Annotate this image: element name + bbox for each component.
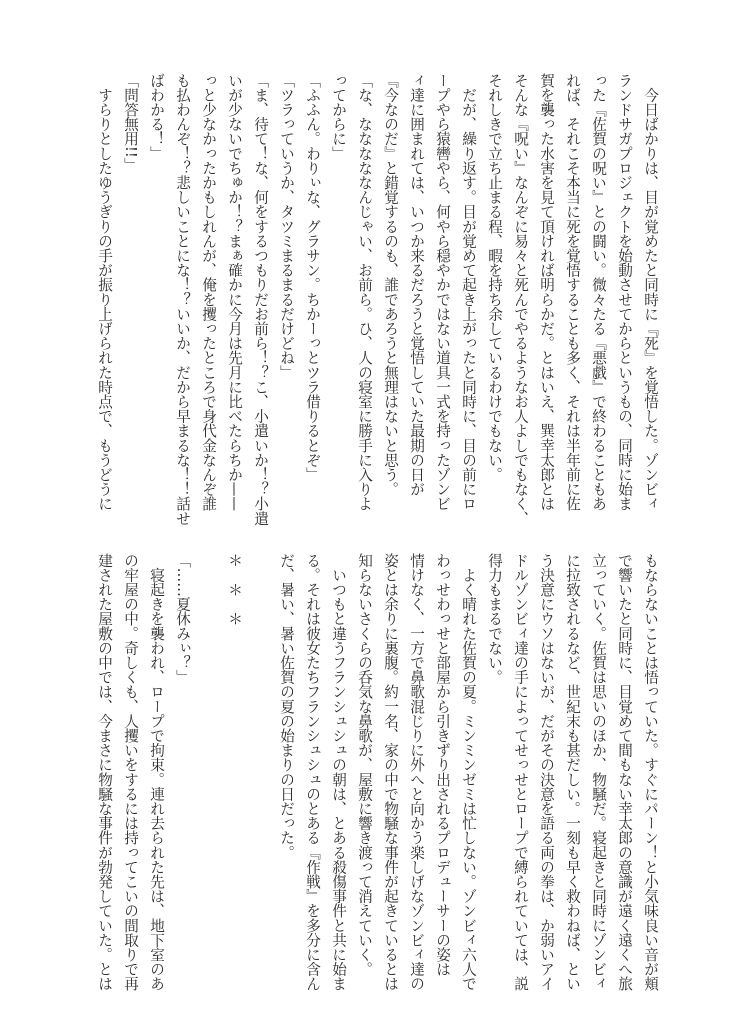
text-column: も払わんぞ！？悲しいことにな！？いいか、だから早まるな！！話せ bbox=[174, 73, 191, 526]
text-column: 寝起きを襲われ、ロープで拘束。連れ去られた先は、地下室のあ bbox=[148, 553, 165, 991]
text-column: に拉致されるなど、世紀末も甚だしい。一刻も早く救わねば、とい bbox=[564, 553, 581, 991]
text-column: ばわかる！」 bbox=[148, 73, 165, 161]
text-column: ってからに」 bbox=[330, 73, 347, 161]
text-column bbox=[195, 553, 221, 998]
text-column: 情けなく、一方で鼻歌混じりに外へと向かう楽しげなゾンビィ達の bbox=[408, 553, 425, 991]
text-column: 得力もまるでない。 bbox=[486, 553, 503, 685]
text-column: わっせわっせと部屋から引きずり出されるプロデューサーの姿は bbox=[434, 553, 451, 977]
text-column: よく晴れた佐賀の夏。ミンミンゼミは忙しない。ゾンビィ六人で bbox=[460, 553, 477, 991]
text-column: だ、暑い、暑い佐賀の夏の始まりの日だった。 bbox=[278, 553, 295, 860]
text-column: だが、繰り返す。目が覚めて起き上がったと同時に、目の前にロ bbox=[460, 73, 477, 511]
text-column: ィ達に囲まれては、いつか来るだろうと覚悟していた最期の日が bbox=[408, 73, 425, 497]
text-column: っと少なかったかもしれんが、俺を攫ったところで身代金なんぞ誰 bbox=[200, 73, 217, 511]
text-column: の牢屋の中。奇しくも、人攫いをするには持ってこいの間取りで再 bbox=[122, 553, 139, 991]
text-block-bottom bbox=[91, 553, 663, 998]
text-column: ープやら猿轡やら、何やら穏やかではない道具一式を持ったゾンビ bbox=[434, 73, 451, 511]
text-column: 建された屋敷の中では、今まさに物騒な事件が勃発していた。とは bbox=[96, 553, 113, 991]
text-column: ドルゾンビィ達の手によってせっせとロープで縛られていては、説 bbox=[512, 553, 529, 991]
text-column: 今日ばかりは、目が覚めたと同時に『死』を覚悟した。ゾンビィ bbox=[642, 73, 659, 511]
text-column bbox=[247, 553, 273, 998]
text-column: ランドサガプロジェクトを始動させてからというもの、同時に始ま bbox=[616, 73, 633, 511]
text-column: 「ふふん。わりぃな、グラサン。ちかーっとツラ借りるとぞ」 bbox=[304, 73, 321, 482]
text-column: った『佐賀の呪い』との闘い。微々たる『悪戯』で終わることもあ bbox=[590, 73, 607, 511]
text-column: 「ま、待て！な、何をするつもりだお前ら！？こ、小遣いか！？小遣 bbox=[252, 73, 269, 526]
text-column: れば、それこそ本当に死を覚悟することも多く、それは半年前に佐 bbox=[564, 73, 581, 511]
text-column: そんな『呪い』なんぞに易々と死んでやるようなお人よしでもなく、 bbox=[512, 73, 529, 526]
text-column: すらりとしたゆうぎりの手が振り上げられた時点で、もうどうに bbox=[96, 73, 113, 511]
text-column: 姿とは余りに裏腹。約一名、家の中で物騒な事件が起きているとは bbox=[382, 553, 399, 991]
text-column: 「な、なななななんじゃい、お前ら。ひ、人の寝室に勝手に入りよ bbox=[356, 73, 373, 511]
text-column: いつもと違うフランシュシュの朝は、とある殺傷事件と共に始ま bbox=[330, 553, 347, 991]
text-block-top bbox=[91, 73, 663, 526]
text-column: ＊ ＊ ＊ bbox=[226, 553, 243, 626]
text-column: 「問答無用!!」 bbox=[122, 73, 139, 173]
text-column: 賀を襲った水害を見て頂ければ明らかだ。とはいえ、巽幸太郎とは bbox=[538, 73, 555, 511]
text-column: る。それは彼女たちフランシュシュのとある『作戦』を多分に含ん bbox=[304, 553, 321, 991]
text-column: いが少ないでちゅか！？まぁ確かに今月は先月に比べたらちか—— bbox=[226, 73, 243, 511]
text-column: 「ツラっていうか、タツミまるまるだけどね」 bbox=[278, 73, 295, 380]
text-column: もならないことは悟っていた。すぐにパーン！と小気味良い音が頬 bbox=[642, 553, 659, 991]
text-column: 知らないさくらの呑気な鼻歌が、屋敷に響き渡って消えていく。 bbox=[356, 553, 373, 977]
text-column: で響いたと同時に、目覚めて間もない幸太郎の意識が遠く遠くへ旅 bbox=[616, 553, 633, 991]
text-column: 立っていく。佐賀は思いのほか、物騒だ。寝起きと同時にゾンビィ bbox=[590, 553, 607, 991]
text-column: 「……夏休みぃ？」 bbox=[174, 553, 191, 685]
text-column: う決意にウソはないが、だがその決意を語る両の拳は、か弱いアイ bbox=[538, 553, 555, 991]
text-column: それしきで立ち止まる程、暇を持ち余しているわけでもない。 bbox=[486, 73, 503, 482]
text-column: 『今なのだ』と錯覚するのも、誰であろうと無理はないと思う。 bbox=[382, 73, 399, 497]
